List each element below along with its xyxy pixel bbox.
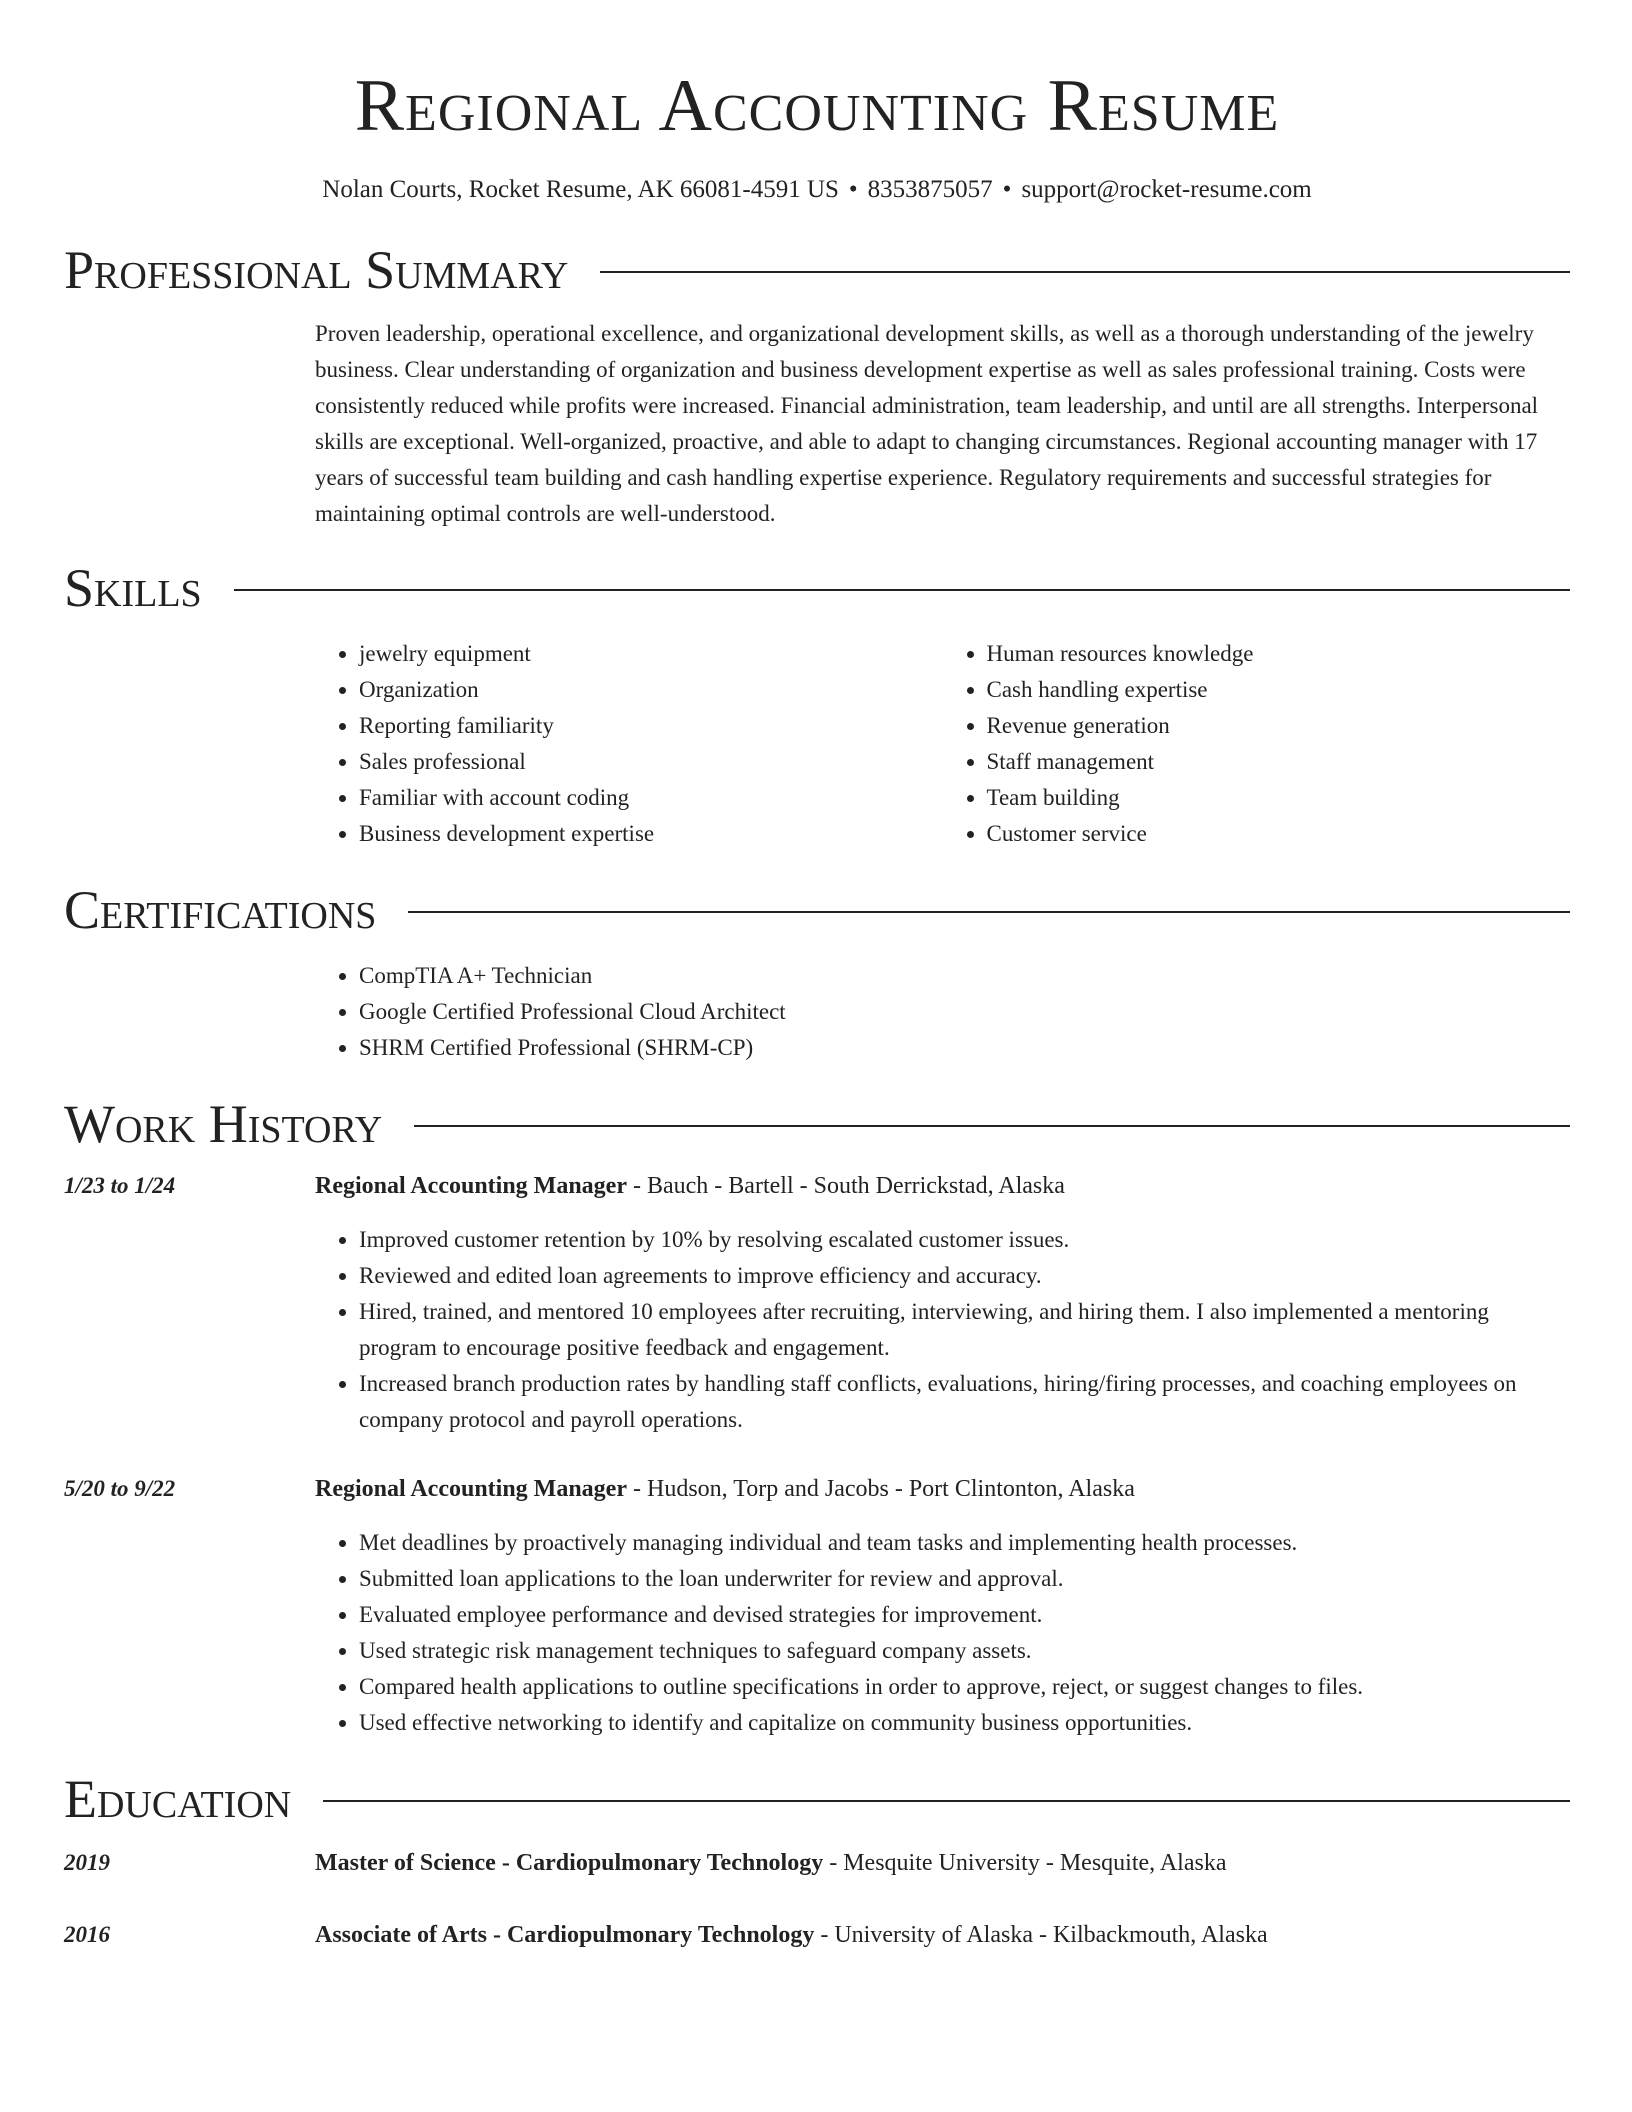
contact-separator: •	[848, 176, 858, 203]
skill-item: • Cash handling expertise	[987, 672, 1571, 708]
skill-item: • Business development expertise	[359, 816, 943, 852]
education-school: - Mesquite University - Mesquite, Alaska	[823, 1850, 1227, 1876]
job-entry	[64, 1168, 1570, 1438]
section-divider	[414, 1125, 1570, 1127]
skills-header	[64, 558, 1570, 618]
section-divider	[408, 911, 1570, 913]
certifications-heading: Certifications	[64, 880, 377, 940]
job-bullets	[315, 1525, 1570, 1741]
certification-item: • SHRM Certified Professional (SHRM-CP)	[359, 1030, 1570, 1066]
resume-title: Regional Accounting Resume	[354, 65, 1280, 147]
job-bullet: • Used effective networking to identify and capitalize on community business opportunities.	[359, 1705, 1570, 1741]
job-bullet: • Improved customer retention by 10% by resolving escalated customer issues.	[359, 1222, 1570, 1258]
section-divider	[600, 271, 1570, 273]
skills-grid	[315, 636, 1570, 852]
contact-separator: •	[1002, 176, 1012, 203]
skill-item: • Customer service	[987, 816, 1571, 852]
job-bullet: • Met deadlines by proactively managing individual and team tasks and implementing health processes.	[359, 1525, 1570, 1561]
contact-phone: 8353875057	[867, 176, 993, 203]
job-bullet: • Increased branch production rates by handling staff conflicts, evaluations, hiring/firing processes, and coaching employees on company protocol and payroll operations.	[359, 1366, 1570, 1438]
education-heading: Education	[64, 1769, 292, 1829]
job-company: - Bauch - Bartell - South Derrickstad, Alaska	[627, 1173, 1065, 1199]
job-position: Regional Accounting Manager	[315, 1173, 627, 1199]
skills-heading: Skills	[64, 558, 202, 618]
work-history-section	[64, 1094, 1570, 1741]
skill-item: • Organization	[359, 672, 943, 708]
job-bullet: • Compared health applications to outline specifications in order to approve, reject, or suggest changes to files.	[359, 1669, 1570, 1705]
summary-section	[64, 240, 1570, 532]
certification-item: • CompTIA A+ Technician	[359, 958, 1570, 994]
job-bullet: • Evaluated employee performance and devised strategies for improvement.	[359, 1597, 1570, 1633]
certifications-list	[315, 958, 1570, 1066]
skill-item: • Staff management	[987, 744, 1571, 780]
job-dates: 1/23 to 1/24	[64, 1173, 176, 1198]
education-line	[315, 1845, 1570, 1881]
certifications-header	[64, 880, 1570, 940]
skill-item: • Reporting familiarity	[359, 708, 943, 744]
skills-list-left	[315, 636, 943, 852]
education-entry	[64, 1917, 1570, 1953]
skills-list-right	[943, 636, 1571, 852]
education-degree: Master of Science - Cardiopulmonary Technology	[315, 1850, 824, 1876]
contact-address: Nolan Courts, Rocket Resume, AK 66081-4591 US	[322, 176, 839, 203]
job-dates: 5/20 to 9/22	[64, 1476, 176, 1501]
education-line	[315, 1917, 1570, 1953]
job-title-line	[315, 1168, 1570, 1204]
summary-header	[64, 240, 1570, 300]
resume-page	[64, 0, 1570, 1953]
job-header	[64, 1168, 1570, 1204]
education-section	[64, 1769, 1570, 1953]
job-company: - Hudson, Torp and Jacobs - Port Clintonton, Alaska	[627, 1476, 1135, 1502]
skill-item: • Revenue generation	[987, 708, 1571, 744]
section-divider	[234, 589, 1570, 591]
summary-heading: Professional Summary	[64, 240, 569, 300]
job-position: Regional Accounting Manager	[315, 1476, 627, 1502]
work-history-header	[64, 1094, 1570, 1154]
certification-item: • Google Certified Professional Cloud Architect	[359, 994, 1570, 1030]
job-bullet: • Hired, trained, and mentored 10 employees after recruiting, interviewing, and hiring them. I also implemented a mentoring program to encourage positive feedback and engagement.	[359, 1294, 1570, 1366]
education-year: 2019	[64, 1850, 110, 1875]
job-header	[64, 1471, 1570, 1507]
skill-item: • Team building	[987, 780, 1571, 816]
skills-section	[64, 558, 1570, 852]
summary-text: Proven leadership, operational excellence, and organizational development skills, as well as a thorough understanding of the jewelry business. Clear understanding of organization and business development expertise as well as sales professional training. Costs were consistently reduced while profits were increased. Financial administration, team leadership, and until are all strengths. Interpersonal skills are exceptional. Well-organized, proactive, and able to adapt to changing circumstances. Regional accounting manager with 17 years of successful team building and cash handling expertise experience. Regulatory requirements and successful strategies for maintaining optimal controls are well-understood.	[315, 321, 1539, 526]
skill-item: • jewelry equipment	[359, 636, 943, 672]
work-history-heading: Work History	[64, 1094, 383, 1154]
job-bullet: • Submitted loan applications to the loan underwriter for review and approval.	[359, 1561, 1570, 1597]
contact-line	[64, 174, 1570, 206]
section-divider	[323, 1800, 1570, 1802]
job-title-line	[315, 1471, 1570, 1507]
education-entry	[64, 1845, 1570, 1881]
skill-item: • Familiar with account coding	[359, 780, 943, 816]
certifications-body	[315, 958, 1570, 1066]
skill-item: • Sales professional	[359, 744, 943, 780]
job-bullet: • Reviewed and edited loan agreements to improve efficiency and accuracy.	[359, 1258, 1570, 1294]
summary-body	[315, 316, 1570, 532]
job-entry	[64, 1471, 1570, 1741]
contact-email[interactable]: support@rocket-resume.com	[1021, 176, 1312, 203]
education-school: - University of Alaska - Kilbackmouth, Alaska	[814, 1922, 1268, 1948]
job-bullet: • Used strategic risk management techniques to safeguard company assets.	[359, 1633, 1570, 1669]
certifications-section	[64, 880, 1570, 1066]
education-header	[64, 1769, 1570, 1829]
education-year: 2016	[64, 1922, 110, 1947]
education-degree: Associate of Arts - Cardiopulmonary Technology	[315, 1922, 815, 1948]
job-bullets	[315, 1222, 1570, 1438]
skill-item: • Human resources knowledge	[987, 636, 1571, 672]
